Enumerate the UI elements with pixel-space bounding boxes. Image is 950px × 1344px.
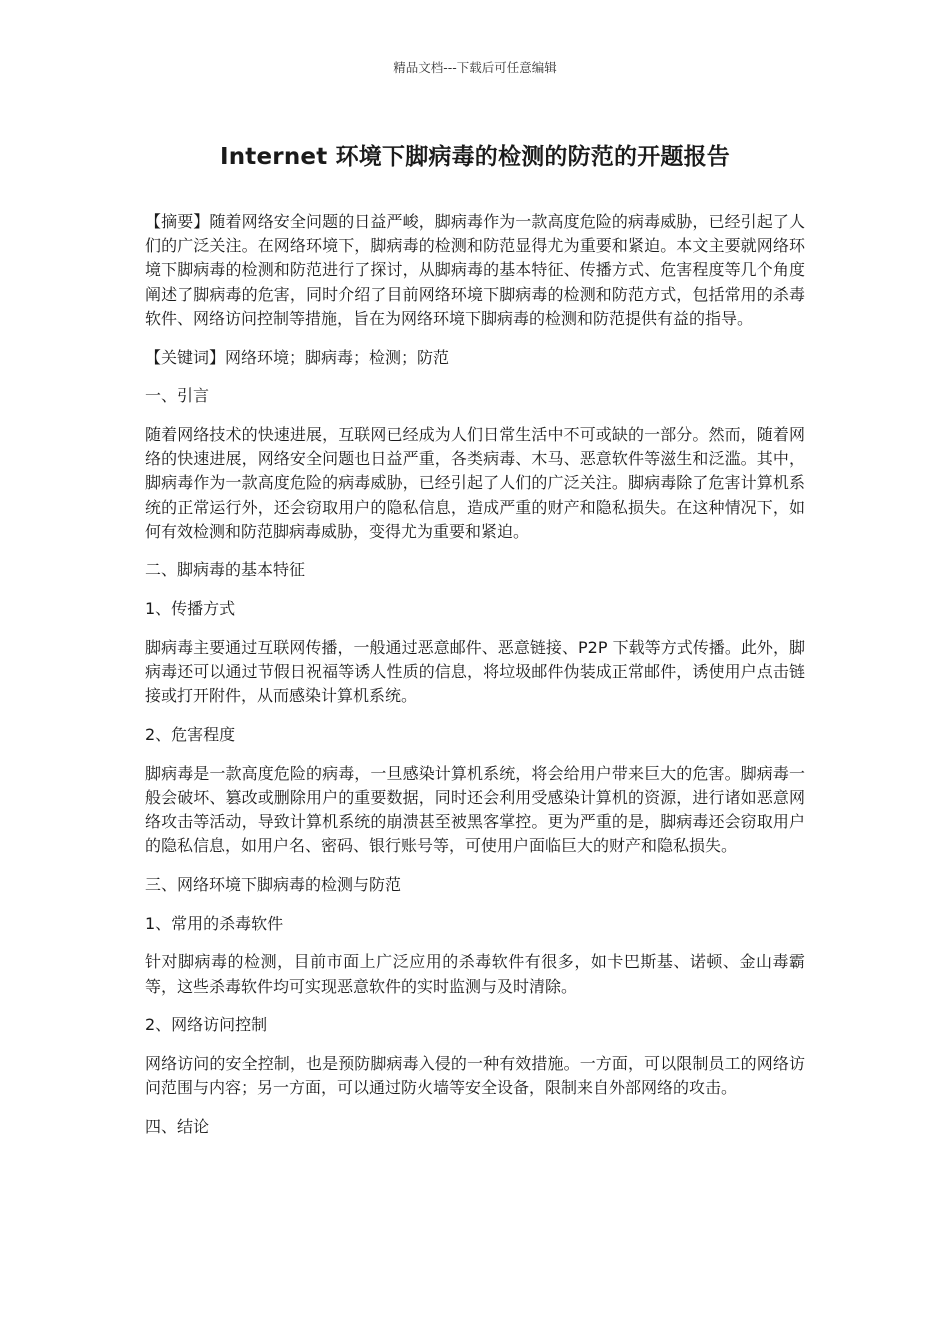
subsection-heading: 1、常用的杀毒软件 [145, 913, 284, 933]
body-paragraph: 脚病毒是一款高度危险的病毒，一旦感染计算机系统，将会给用户带来巨大的危害。脚病毒一般会破坏、篡改或删除用户的重要数据，同时还会利用受感染计算机的资源，进行诸如恶意网络攻击等活动，导致计算机系统的崩溃甚至被黑客掌控。更为严重的是，脚病毒还会窃取用户的隐私信息，如用户名、密码、银行账号等，可使用户面临巨大的财产和隐私损失。 [145, 763, 805, 856]
body-paragraph: 脚病毒主要通过互联网传播，一般通过恶意邮件、恶意链接、P2P 下载等方式传播。此外，脚病毒还可以通过节假日祝福等诱人性质的信息，将垃圾邮件伪装成正常邮件，诱使用户点击链接或打开附件，从而感染计算机系统。 [145, 637, 805, 706]
abstract-paragraph: 【摘要】随着网络安全问题的日益严峻，脚病毒作为一款高度危险的病毒威胁，已经引起了人们的广泛关注。在网络环境下，脚病毒的检测和防范显得尤为重要和紧迫。本文主要就网络环境下脚病毒的检测和防范进行了探讨，从脚病毒的基本特征、传播方式、危害程度等几个角度阐述了脚病毒的危害，同时介绍了目前网络环境下脚病毒的检测和防范方式，包括常用的杀毒软件、网络访问控制等措施，旨在为网络环境下脚病毒的检测和防范提供有益的指导。 [145, 212, 805, 328]
section-heading: 四、结论 [145, 1116, 210, 1136]
keywords-paragraph: 【关键词】网络环境；脚病毒；检测；防范 [145, 347, 450, 367]
subsection-heading: 2、危害程度 [145, 724, 236, 744]
section-heading: 二、脚病毒的基本特征 [145, 560, 306, 580]
page-title: Internet 环境下脚病毒的检测的防范的开题报告 [219, 144, 731, 170]
subsection-heading: 2、网络访问控制 [145, 1015, 268, 1035]
section-heading: 三、网络环境下脚病毒的检测与防范 [145, 874, 402, 894]
body-paragraph: 网络访问的安全控制，也是预防脚病毒入侵的一种有效措施。一方面，可以限制员工的网络访问范围与内容；另一方面，可以通过防火墙等安全设备，限制来自外部网络的攻击。 [145, 1053, 805, 1098]
section-heading: 一、引言 [145, 386, 210, 406]
body-paragraph: 针对脚病毒的检测，目前市面上广泛应用的杀毒软件有很多，如卡巴斯基、诺顿、金山毒霸等，这些杀毒软件均可实现恶意软件的实时监测与及时清除。 [145, 952, 805, 996]
body-paragraph: 随着网络技术的快速进展，互联网已经成为人们日常生活中不可或缺的一部分。然而，随着网络的快速进展，网络安全问题也日益严重，各类病毒、木马、恶意软件等滋生和泛滥。其中，脚病毒作为一款高度危险的病毒威胁，已经引起了人们的广泛关注。脚病毒除了危害计算机系统的正常运行外，还会窃取用户的隐私信息，造成严重的财产和隐私损失。在这种情况下，如何有效检测和防范脚病毒威胁，变得尤为重要和紧迫。 [145, 424, 805, 541]
document-body [145, 210, 805, 1154]
header-note: 精品文档---下载后可任意编辑 [393, 60, 557, 75]
subsection-heading: 1、传播方式 [145, 599, 236, 619]
